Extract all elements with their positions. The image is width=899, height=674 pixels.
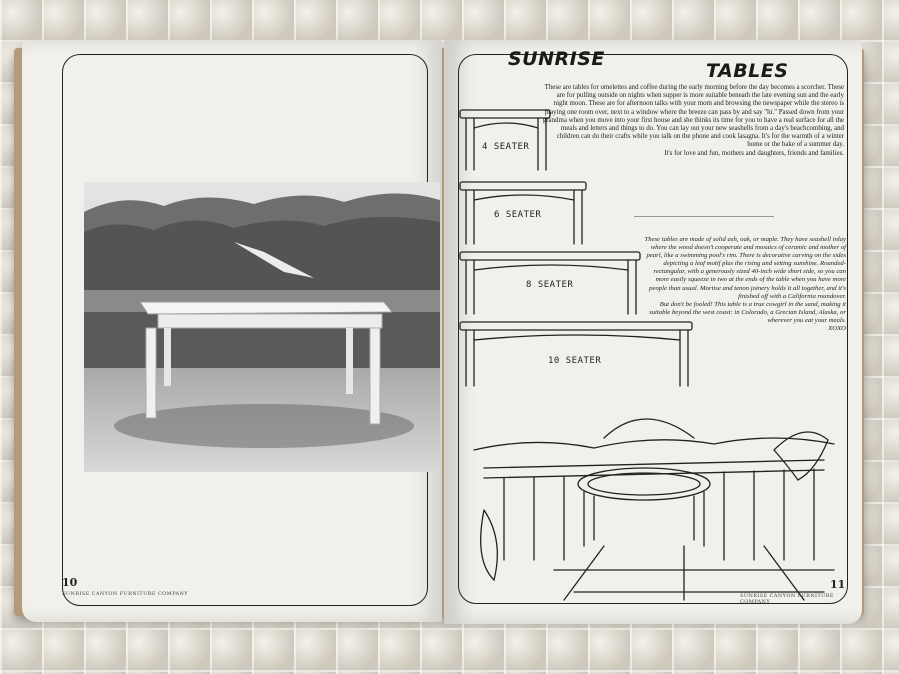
four-seater-sketch bbox=[460, 110, 550, 170]
ten-seater-label: 10 SEATER bbox=[548, 356, 602, 366]
description-paragraph: These tables are made of solid ash, oak, or maple. They have seashell inlay where the wood doesn't cooperate and mosaics of ceramic and mother of pearl, like a swimming pool's rim. There is decorative carving on the sides depicting a leaf motif plus the rising and setting sunshine. Rounded-rectangular, with a generously sized 40-inch wide short side, so you can more easily squeeze in two at the ends of the table when you have more people than usual. Mortise and tenon joinery holds it all together, and it's finished off with a California roundover. bbox=[644, 236, 846, 300]
intro-paragraph: It's for love and fun, mothers and daughters, friends and families. bbox=[664, 149, 844, 157]
table-sketches bbox=[444, 40, 862, 624]
page-number: 11 bbox=[830, 578, 846, 591]
four-seater-label: 4 SEATER bbox=[482, 142, 530, 152]
footer-text: SUNRISE CANYON FURNITURE COMPANY bbox=[740, 593, 834, 605]
title-tables: TABLES bbox=[706, 60, 789, 82]
intro-paragraph: These are tables for omelettes and coffee during the early morning before the day becomes a scorcher. These are for pulling outside on nights when supper is more suitable beneath the late evening sun and the early night moon. These are for afternoon talks with your mom and browsing the newspaper while the stereo is playing one room over, next to a window where the breeze can pass by and say "hi." Passed down from your grandma when you move into your first house and she thinks its time for you to have a real surface for all the meals and letters and things to do. You can lay out your new seashells from a day's beachcombing, and children can do their crafts while you talk on the phone and cook lasagna. It's for the warmth of a winter home or the bake of a summer day. bbox=[542, 84, 844, 149]
description-paragraph: But don't be fooled! This table is a true cowgirl in the sand, making it suitable beyond the west coast: in Colorado, a Grecian Island, Alaska, or wherever you eat your meals. bbox=[649, 300, 846, 324]
ten-seater-sketch bbox=[460, 322, 692, 386]
left-page bbox=[22, 40, 442, 622]
patio-scene-sketch bbox=[474, 419, 834, 600]
description-signoff: XOXO bbox=[828, 325, 846, 333]
page-number: 10 bbox=[62, 576, 78, 589]
eight-seater-label: 8 SEATER bbox=[526, 280, 574, 290]
beach-table-photo bbox=[84, 182, 440, 472]
right-page bbox=[444, 40, 862, 624]
footer-text: SUNRISE CANYON FURNITURE COMPANY bbox=[62, 591, 188, 597]
title-sunrise: SUNRISE bbox=[508, 48, 605, 70]
six-seater-label: 6 SEATER bbox=[494, 210, 542, 220]
